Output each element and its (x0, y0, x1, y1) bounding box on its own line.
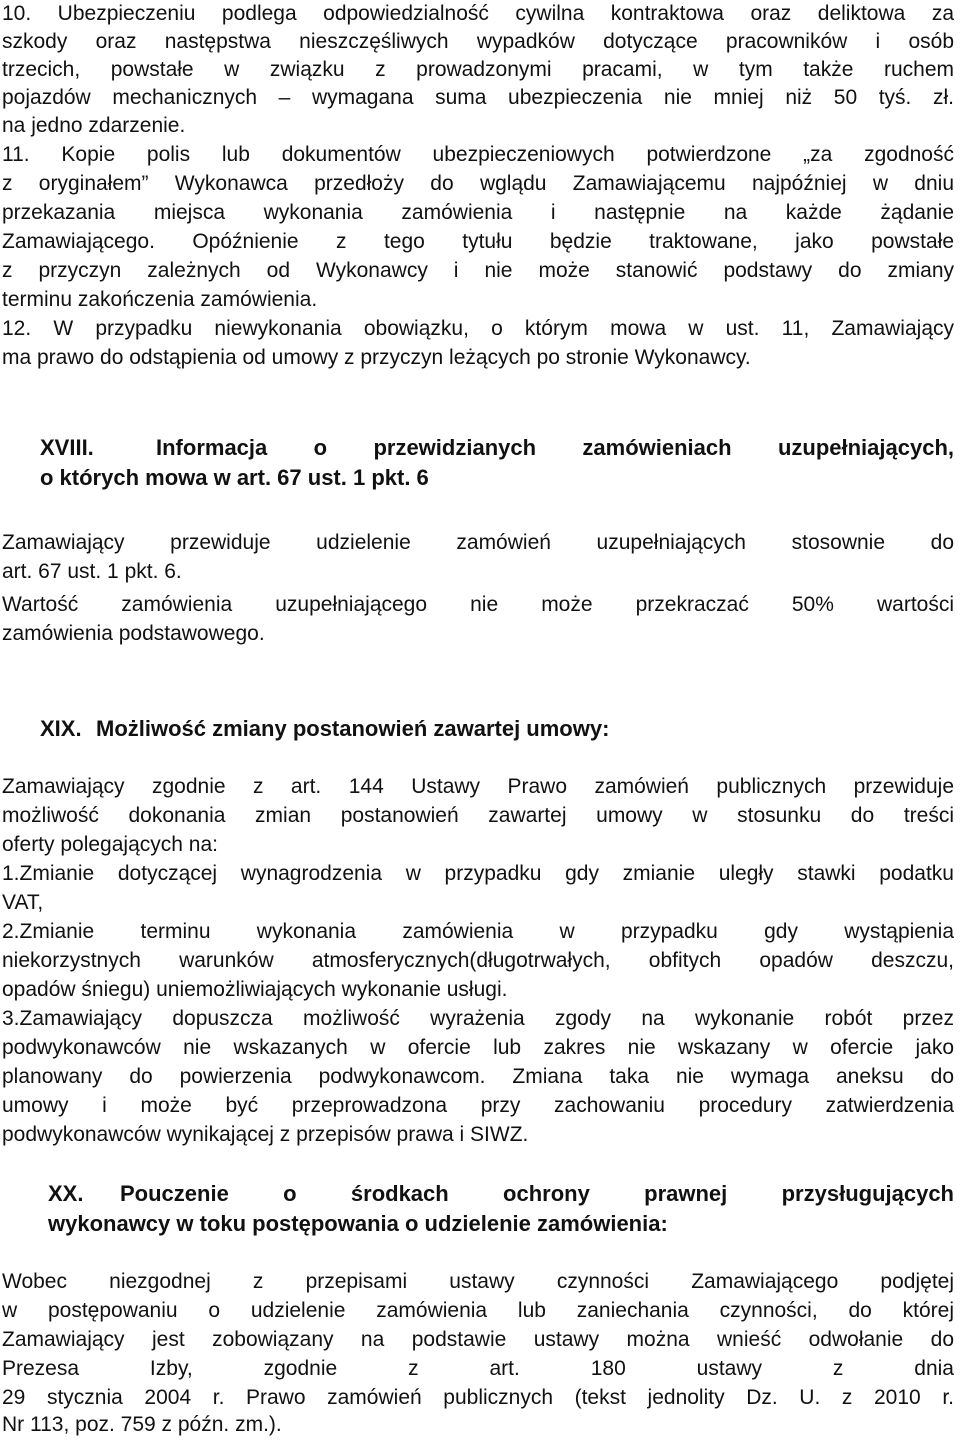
paragraph-10-line-1: 10. Ubezpieczeniu podlega odpowiedzialność cywilna kontraktowa oraz deliktowa za (2, 2, 954, 25)
section-xix-line-2: możliwość dokonania zmian postanowień zawartej umowy w stosunku do treści (2, 804, 954, 827)
paragraph-11-line-4: Zamawiającego. Opóźnienie z tego tytułu będzie traktowane, jako powstałe (2, 230, 954, 253)
section-xix-line-8: opadów śniegu) uniemożliwiających wykonanie usługi. (2, 978, 508, 1001)
section-xviii-line-2: art. 67 ust. 1 pkt. 6. (2, 560, 182, 583)
section-xx-line-5: 29 stycznia 2004 r. Prawo zamówień publicznych (tekst jednolity Dz. U. z 2010 r. (2, 1386, 954, 1409)
section-xix-line-6: 2.Zmianie terminu wykonania zamówienia w przypadku gdy wystąpienia (2, 920, 954, 943)
section-xx-title-line-2: wykonawcy w toku postępowania o udzielenie zamówienia: (48, 1211, 668, 1236)
paragraph-12-line-1: 12. W przypadku niewykonania obowiązku, o którym mowa w ust. 11, Zamawiający (2, 317, 954, 340)
paragraph-11-line-1: 11. Kopie polis lub dokumentów ubezpieczeniowych potwierdzone „za zgodność (2, 143, 954, 166)
paragraph-10-line-2: szkody oraz następstwa nieszczęśliwych wypadków dotyczące pracowników i osób (2, 30, 954, 53)
section-xix-line-4: 1.Zmianie dotyczącej wynagrodzenia w przypadku gdy zmianie uległy stawki podatku (2, 862, 954, 885)
paragraph-10-line-5: na jedno zdarzenie. (2, 114, 186, 137)
section-xix-heading (0, 715, 960, 743)
section-xix-line-5: VAT, (2, 891, 44, 914)
section-xx-heading (0, 1180, 960, 1208)
section-xviii-heading (0, 434, 960, 462)
section-xx-line-6: Nr 113, poz. 759 z późn. zm.). (2, 1413, 282, 1436)
section-xviii-line-3: Wartość zamówienia uzupełniającego nie może przekraczać 50% wartości (2, 593, 954, 616)
section-xviii-number: XVIII. (40, 435, 94, 460)
section-xx-line-3: Zamawiający jest zobowiązany na podstawie ustawy można wnieść odwołanie do (2, 1328, 954, 1351)
section-xix-number: XIX. (40, 716, 82, 741)
section-xx-heading-cont (0, 1210, 960, 1238)
paragraph-11-line-6: terminu zakończenia zamówienia. (2, 288, 318, 311)
paragraph-11-line-2: z oryginałem” Wykonawca przedłoży do wglądu Zamawiającemu najpóźniej w dniu (2, 172, 954, 195)
section-xix-line-12: umowy i może być przeprowadzona przy zachowaniu procedury zatwierdzenia (2, 1094, 954, 1117)
section-xx-line-4: Prezesa Izby, zgodnie z art. 180 ustawy z dnia (2, 1357, 954, 1380)
section-xviii-title-line-2: o których mowa w art. 67 ust. 1 pkt. 6 (40, 465, 429, 490)
paragraph-10-line-4: pojazdów mechanicznych – wymagana suma ubezpieczenia nie mniej niż 50 tyś. zł. (2, 86, 954, 109)
section-xix-line-3: oferty polegających na: (2, 833, 218, 856)
section-xviii-line-1: Zamawiający przewiduje udzielenie zamówień uzupełniających stosownie do (2, 531, 954, 554)
section-xix-line-1: Zamawiający zgodnie z art. 144 Ustawy Prawo zamówień publicznych przewiduje (2, 775, 954, 798)
paragraph-10-line-3: trzecich, powstałe w związku z prowadzonymi pracami, w tym także ruchem (2, 58, 954, 81)
section-xviii-line-4: zamówienia podstawowego. (2, 622, 265, 645)
section-xx-line-2: w postępowaniu o udzielenie zamówienia lub zaniechania czynności, do której (2, 1299, 954, 1322)
section-xix-line-7: niekorzystnych warunków atmosferycznych(długotrwałych, obfitych opadów deszczu, (2, 949, 954, 972)
paragraph-11-line-3: przekazania miejsca wykonania zamówienia i następnie na każde żądanie (2, 201, 954, 224)
section-xx-title-line-1: Pouczenie o środkach ochrony prawnej przysługujących (120, 1181, 954, 1206)
section-xix-line-9: 3.Zamawiający dopuszcza możliwość wyrażenia zgody na wykonanie robót przez (2, 1007, 954, 1030)
section-xviii-title-line-1: Informacja o przewidzianych zamówieniach uzupełniających, (156, 435, 954, 460)
section-xx-line-1: Wobec niezgodnej z przepisami ustawy czynności Zamawiającego podjętej (2, 1270, 954, 1293)
paragraph-12-line-2: ma prawo do odstąpienia od umowy z przyczyn leżących po stronie Wykonawcy. (2, 346, 751, 369)
section-xix-line-10: podwykonawców nie wskazanych w ofercie lub zakres nie wskazany w ofercie jako (2, 1036, 954, 1059)
section-xix-line-11: planowany do powierzenia podwykonawcom. Zmiana taka nie wymaga aneksu do (2, 1065, 954, 1088)
paragraph-11-line-5: z przyczyn zależnych od Wykonawcy i nie może stanowić podstawy do zmiany (2, 259, 954, 282)
section-xviii-heading-cont (0, 464, 960, 492)
section-xix-title: Możliwość zmiany postanowień zawartej umowy: (96, 716, 610, 741)
section-xix-line-13: podwykonawców wynikającej z przepisów prawa i SIWZ. (2, 1123, 529, 1146)
section-xx-number: XX. (48, 1181, 84, 1206)
